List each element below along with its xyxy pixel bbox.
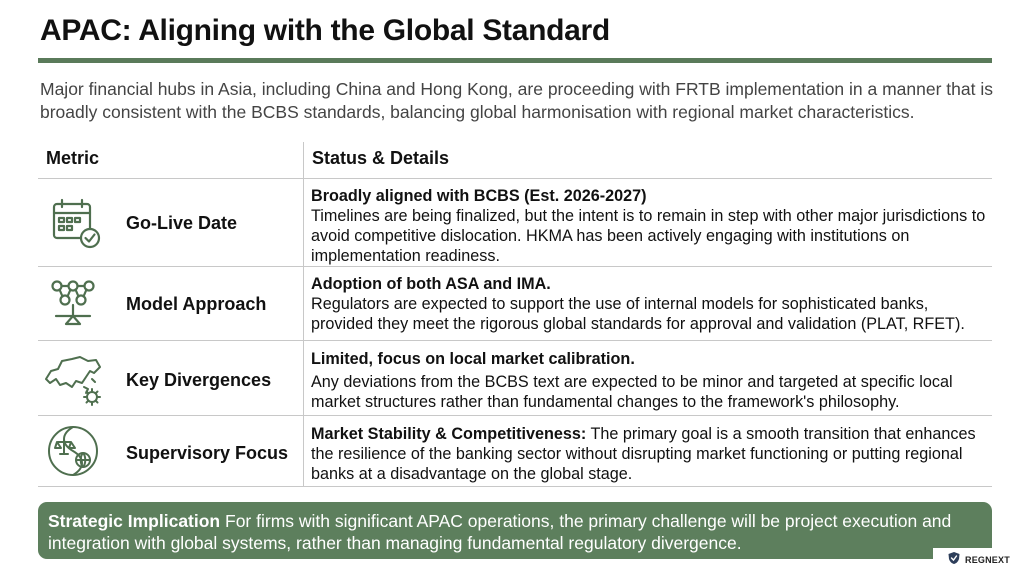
status-lead: Limited, focus on local market calibration. <box>311 350 635 368</box>
intro-paragraph: Major financial hubs in Asia, including China and Hong Kong, are proceeding with FRTB implementation in a manner that is broadly consistent with the BCBS standards, balancing global harmonisation with regional market characteristics. <box>40 79 993 122</box>
status-details <box>311 424 1001 484</box>
column-header-status: Status & Details <box>312 148 450 168</box>
shield-logo-icon <box>947 551 961 570</box>
title-divider <box>38 58 992 63</box>
implication-text: For firms with significant APAC operations, the primary challenge will be project execution and integration with global systems, rather than managing fundamental regulatory divergence. <box>48 511 952 553</box>
status-detail: Timelines are being finalized, but the intent is to remain in step with other major jurisdictions to avoid competitive dislocation. HKMA has been actively engaging with institutions on implementation readiness. <box>311 207 986 265</box>
brand-logo <box>933 548 1025 572</box>
status-detail: Any deviations from the BCBS text are expected to be minor and targeted at specific local market structures rather than fundamental changes to the framework's philosophy. <box>311 373 953 411</box>
asia-map-gear-icon <box>42 349 100 407</box>
table-row <box>38 415 992 486</box>
status-lead: Market Stability & Competitiveness: <box>311 425 587 443</box>
column-header-metric: Metric <box>46 148 100 168</box>
status-detail: Regulators are expected to support the use of internal models for sophisticated banks, provided they meet the rigorous global standards for approval and validation (PLAT, RFET). <box>311 295 965 333</box>
brand-name: REGNEXT <box>965 555 1010 565</box>
status-lead: Broadly aligned with BCBS (Est. 2026-2027) <box>311 187 647 205</box>
model-network-scale-icon <box>46 274 104 332</box>
status-lead: Adoption of both ASA and IMA. <box>311 275 551 293</box>
status-detail: The primary goal is a smooth transition that enhances the resilience of the banking sector without disrupting market functioning or putting regional banks at a disadvantage on the global stage. <box>311 425 976 483</box>
balance-globe-icon <box>46 422 104 480</box>
row-divider <box>38 486 992 487</box>
metric-label: Key Divergences <box>126 370 272 390</box>
table-row <box>38 340 992 415</box>
table-row <box>38 266 992 340</box>
status-details <box>311 274 991 334</box>
implication-lead: Strategic Implication <box>48 511 221 531</box>
status-details <box>311 186 991 266</box>
metric-label: Supervisory Focus <box>126 443 289 463</box>
calendar-check-icon <box>46 194 104 252</box>
page-title: APAC: Aligning with the Global Standard <box>40 14 610 47</box>
metric-label: Go-Live Date <box>126 213 238 233</box>
metric-label: Model Approach <box>126 294 267 314</box>
table-row <box>38 178 992 266</box>
strategic-implication-banner <box>38 502 992 559</box>
status-details <box>311 349 991 412</box>
